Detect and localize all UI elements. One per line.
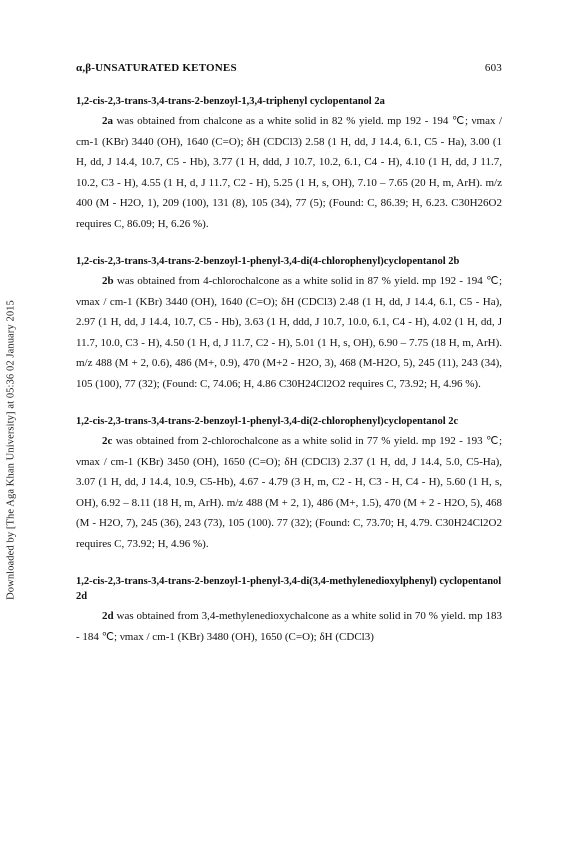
- compound-title: 1,2-cis-2,3-trans-3,4-trans-2-benzoyl-1-phenyl-3,4-di(2-chlorophenyl)cyclopentanol 2c: [76, 416, 459, 427]
- compound-entry-2d: [76, 574, 502, 647]
- compound-text: was obtained from 4-chlorochalcone as a white solid in 87 % yield. mp 192 - 194 ℃; νmax / cm-1 (KBr) 3440 (OH), 1640 (C=O); δH (CDCl3) 2.48 (1 H, dd, J 14.4, 6.1, C5 - Ha), 2.97 (1 H, dd, J 14.4, 10.7, C5 - Hb), 3.63 (1 H, ddd, J 10.7, 10.0, 6.1, C4 - H), 4.02 (1 H, dd, J 11.7, 10.0, C3 - H), 4.50 (1 H, d, J 11.7, C2 - H), 5.01 (1 H, s, OH), 6.90 – 7.75 (18 H, m, ArH). m/z 488 (M + 2, 0.6), 486 (M+, 0.9), 470 (M+2 - H2O, 3), 468 (M-H2O, 5), 245 (11), 243 (34), 105 (100), 77 (32); (Found: C, 74.06; H, 4.86 C30H24Cl2O2 requires C, 73.92; H, 4.96 %).: [76, 275, 502, 390]
- compound-entry-2a: [76, 94, 502, 234]
- article-content: [76, 94, 502, 667]
- compound-text: was obtained from chalcone as a white solid in 82 % yield. mp 192 - 194 ℃; νmax / cm-1 (KBr) 3440 (OH), 1640 (C=O); δH (CDCl3) 2.58 (1 H, dd, J 14.4, 6.1, C5 - Ha), 3.00 (1 H, dd, J 14.4, 10.7, C5 - Hb), 3.77 (1 H, ddd, J 10.7, 10.2, 6.1, C4 - H), 4.10 (1 H, dd, J 11.7, 10.2, C3 - H), 4.55 (1 H, d, J 11.7, C2 - H), 5.25 (1 H, s, OH), 7.10 – 7.65 (20 H, m, ArH). m/z 400 (M - H2O, 1), 209 (100), 131 (8), 105 (34), 77 (5); (Found: C, 86.39; H, 6.23. C30H26O2 requires C, 86.09; H, 6.26 %).: [76, 115, 502, 230]
- compound-text: was obtained from 2-chlorochalcone as a white solid in 77 % yield. mp 192 - 193 ℃; νmax / cm-1 (KBr) 3450 (OH), 1650 (C=O); δH (CDCl3) 2.37 (1 H, dd, J 14.4, 5.0, C5-Ha), 3.07 (1 H, dd, J 14.4, 10.9, C5-Hb), 4.67 - 4.79 (3 H, m, C2 - H, C3 - H, C4 - H), 5.60 (1 H, s, OH), 6.92 – 8.11 (18 H, m, ArH). m/z 488 (M + 2, 1), 486 (M+, 1.5), 470 (M + 2 - H2O, 5), 468 (M - H2O, 7), 245 (36), 243 (73), 105 (100). 77 (32); (Found: C, 73.70; H, 4.79. C30H24Cl2O2 requires C, 73.92; H, 4.96 %).: [76, 435, 502, 550]
- compound-label: 2d: [102, 610, 114, 622]
- compound-entry-2c: [76, 414, 502, 554]
- compound-description: [76, 431, 502, 554]
- running-title: α,β-UNSATURATED KETONES: [76, 62, 237, 74]
- page-number: 603: [484, 62, 502, 74]
- compound-title: 1,2-cis-2,3-trans-3,4-trans-2-benzoyl-1-phenyl-3,4-di(3,4-methylenedioxylphenyl) cyclopentanol 2d: [76, 576, 502, 602]
- compound-description: [76, 606, 502, 647]
- download-watermark-text: Downloaded by [The Aga Khan University] at 05:36 02 January 2015: [5, 300, 17, 600]
- compound-label: 2c: [102, 435, 113, 447]
- compound-title: 1,2-cis-2,3-trans-3,4-trans-2-benzoyl-1,3,4-triphenyl cyclopentanol 2a: [76, 96, 385, 107]
- compound-text: was obtained from 3,4-methylenedioxychalcone as a white solid in 70 % yield. mp 183 - 184 ℃; νmax / cm-1 (KBr) 3480 (OH), 1650 (C=O); δH (CDCl3): [76, 610, 502, 643]
- compound-entry-2b: [76, 254, 502, 394]
- download-watermark: [4, 180, 18, 720]
- compound-label: 2a: [102, 115, 113, 127]
- compound-label: 2b: [102, 275, 114, 287]
- compound-description: [76, 271, 502, 394]
- compound-title: 1,2-cis-2,3-trans-3,4-trans-2-benzoyl-1-phenyl-3,4-di(4-chlorophenyl)cyclopentanol 2b: [76, 256, 460, 267]
- compound-description: [76, 111, 502, 234]
